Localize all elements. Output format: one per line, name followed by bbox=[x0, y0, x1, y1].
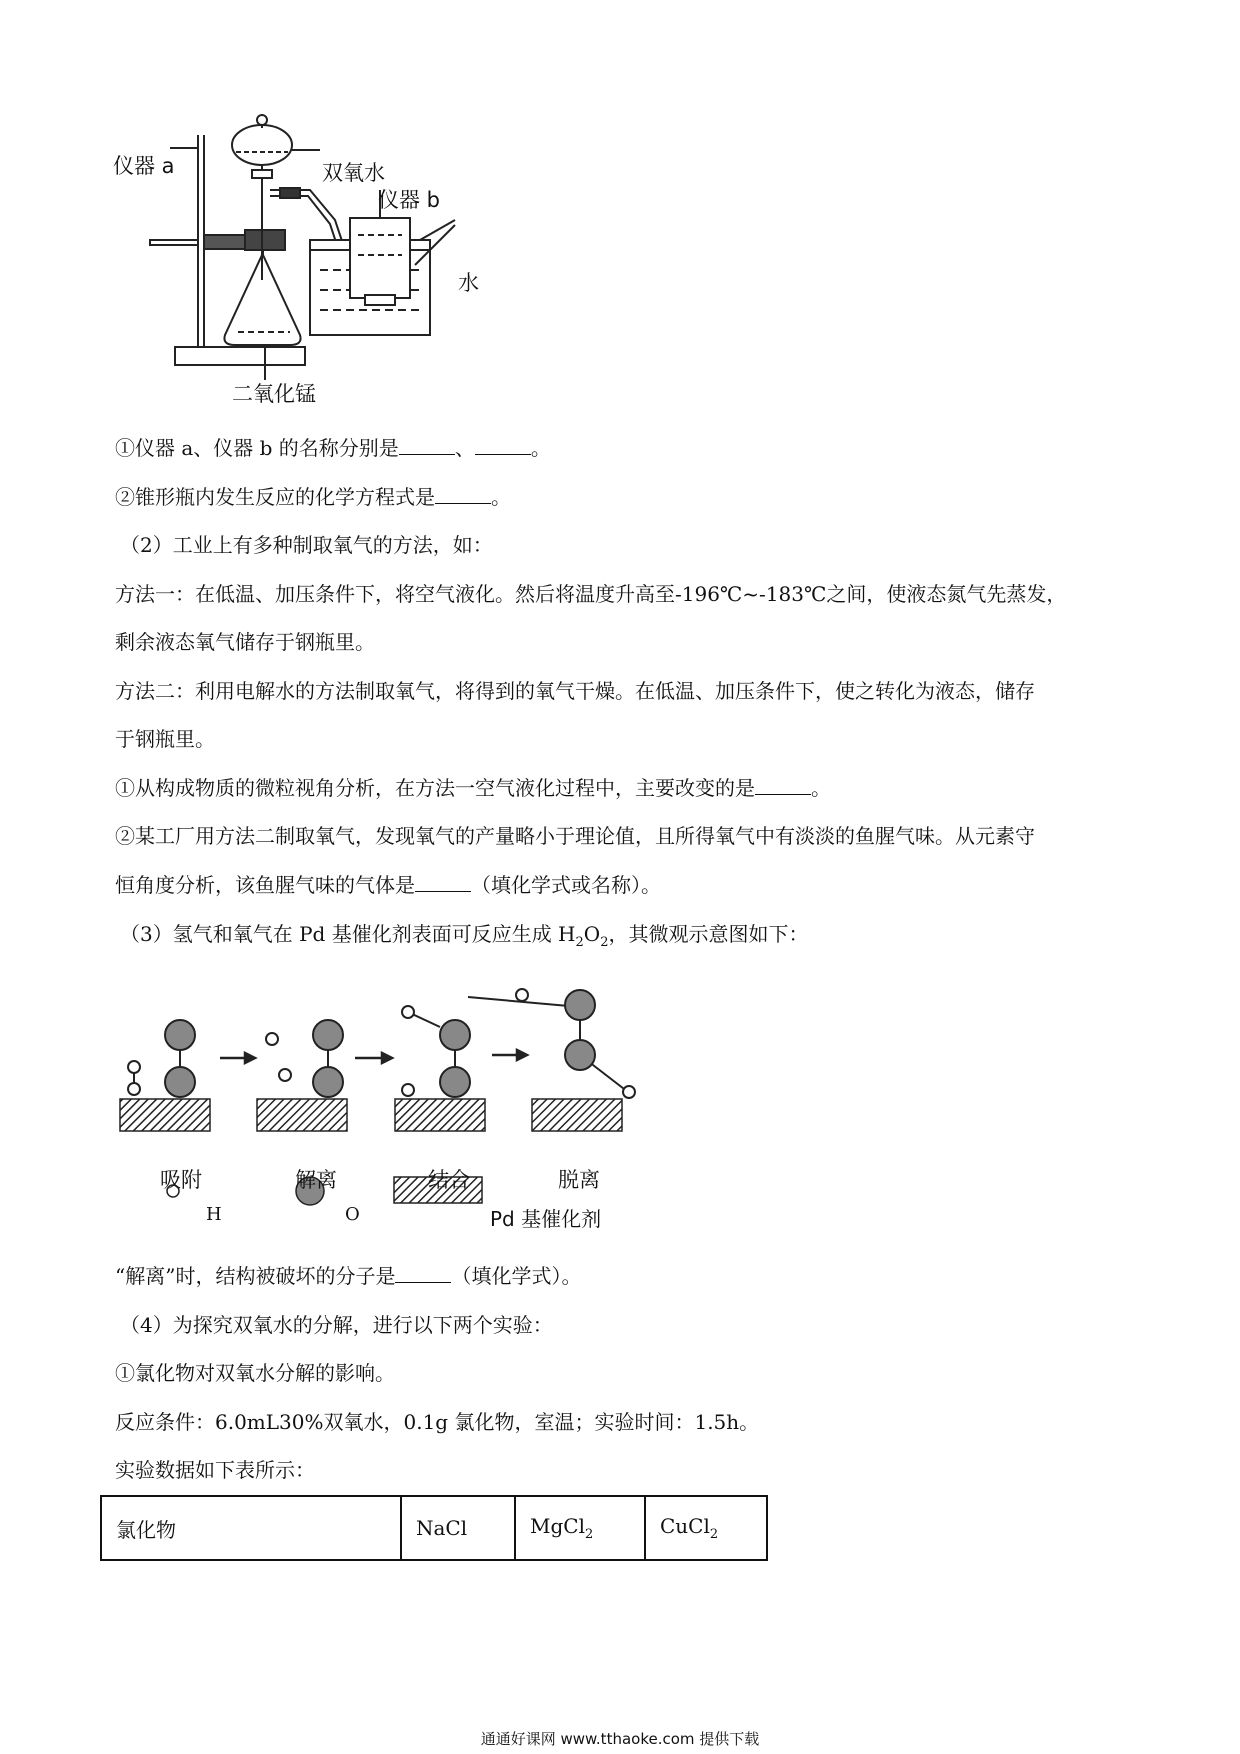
step-label-desorption: 脱离 bbox=[558, 1168, 600, 1192]
question-3-intro: （3）氢气和氧气在 Pd 基催化剂表面可反应生成 $H_2O_2$，其微观示意图如下： bbox=[120, 922, 809, 950]
table-cell-mgcl2: MgCl$_2$ bbox=[515, 1496, 645, 1560]
question-3-blank: “解离”时，结构被破坏的分子是 （填化学式）。 bbox=[115, 1264, 582, 1288]
answer-blank[interactable] bbox=[475, 436, 531, 455]
answer-blank[interactable] bbox=[415, 873, 471, 892]
question-1-2: ②锥形瓶内发生反应的化学方程式是 。 bbox=[115, 485, 511, 509]
question-2-2-line-2: 恒角度分析，该鱼腥气味的气体是 （填化学式或名称）。 bbox=[115, 873, 661, 897]
label-water: 水 bbox=[458, 271, 479, 295]
step-label-dissociation: 解离 bbox=[295, 1168, 337, 1192]
label-hydrogen-peroxide: 双氧水 bbox=[322, 161, 385, 185]
label-manganese-dioxide: 二氧化锰 bbox=[232, 382, 316, 406]
answer-blank[interactable] bbox=[435, 485, 491, 504]
label-instrument-a: 仪器 a bbox=[113, 154, 175, 178]
question-1-1: ①仪器 a、仪器 b 的名称分别是 、 。 bbox=[115, 436, 551, 460]
question-4-intro: （4）为探究双氧水的分解，进行以下两个实验： bbox=[120, 1313, 553, 1337]
label-instrument-b: 仪器 b bbox=[378, 188, 441, 212]
table-row bbox=[101, 1496, 767, 1560]
table-intro: 实验数据如下表所示： bbox=[115, 1458, 315, 1482]
question-2-1: ①从构成物质的微粒视角分析，在方法一空气液化过程中，主要改变的是 。 bbox=[115, 776, 831, 800]
method-2-line-2: 于钢瓶里。 bbox=[115, 727, 215, 751]
step-label-adsorption: 吸附 bbox=[160, 1168, 202, 1192]
answer-blank[interactable] bbox=[399, 436, 455, 455]
table-header-chloride: 氯化物 bbox=[101, 1496, 401, 1560]
table-cell-nacl: NaCl bbox=[401, 1496, 515, 1560]
question-2-intro: （2）工业上有多种制取氧气的方法，如： bbox=[120, 533, 493, 557]
apparatus-diagram bbox=[110, 100, 550, 410]
legend-catalyst: Pd 基催化剂 bbox=[490, 1207, 602, 1231]
reaction-conditions: 反应条件：6.0mL30%双氧水，0.1g 氯化物，室温；实验时间：1.5h。 bbox=[115, 1410, 760, 1434]
question-2-2-line-1: ②某工厂用方法二制取氧气，发现氧气的产量略小于理论值，且所得氧气中有淡淡的鱼腥气味。从元素守 bbox=[115, 824, 1035, 848]
legend-o: O bbox=[345, 1204, 360, 1225]
method-1-line-1: 方法一：在低温、加压条件下，将空气液化。然后将温度升高至-196℃~-183℃之间，使液态氮气先蒸发， bbox=[115, 582, 1067, 606]
question-4-1: ①氯化物对双氧水分解的影响。 bbox=[115, 1361, 395, 1385]
step-label-combination: 结合 bbox=[428, 1168, 470, 1192]
chloride-table bbox=[100, 1495, 768, 1561]
legend-h: H bbox=[206, 1204, 222, 1225]
answer-blank[interactable] bbox=[755, 776, 811, 795]
method-2-line-1: 方法二：利用电解水的方法制取氧气，将得到的氧气干燥。在低温、加压条件下，使之转化为液态，储存 bbox=[115, 679, 1035, 703]
table-cell-cucl2: CuCl$_2$ bbox=[645, 1496, 767, 1560]
method-1-line-2: 剩余液态氧气储存于钢瓶里。 bbox=[115, 630, 375, 654]
answer-blank[interactable] bbox=[395, 1264, 451, 1283]
page-footer: 通通好课网 www.tthaoke.com 提供下载 bbox=[480, 1730, 760, 1748]
